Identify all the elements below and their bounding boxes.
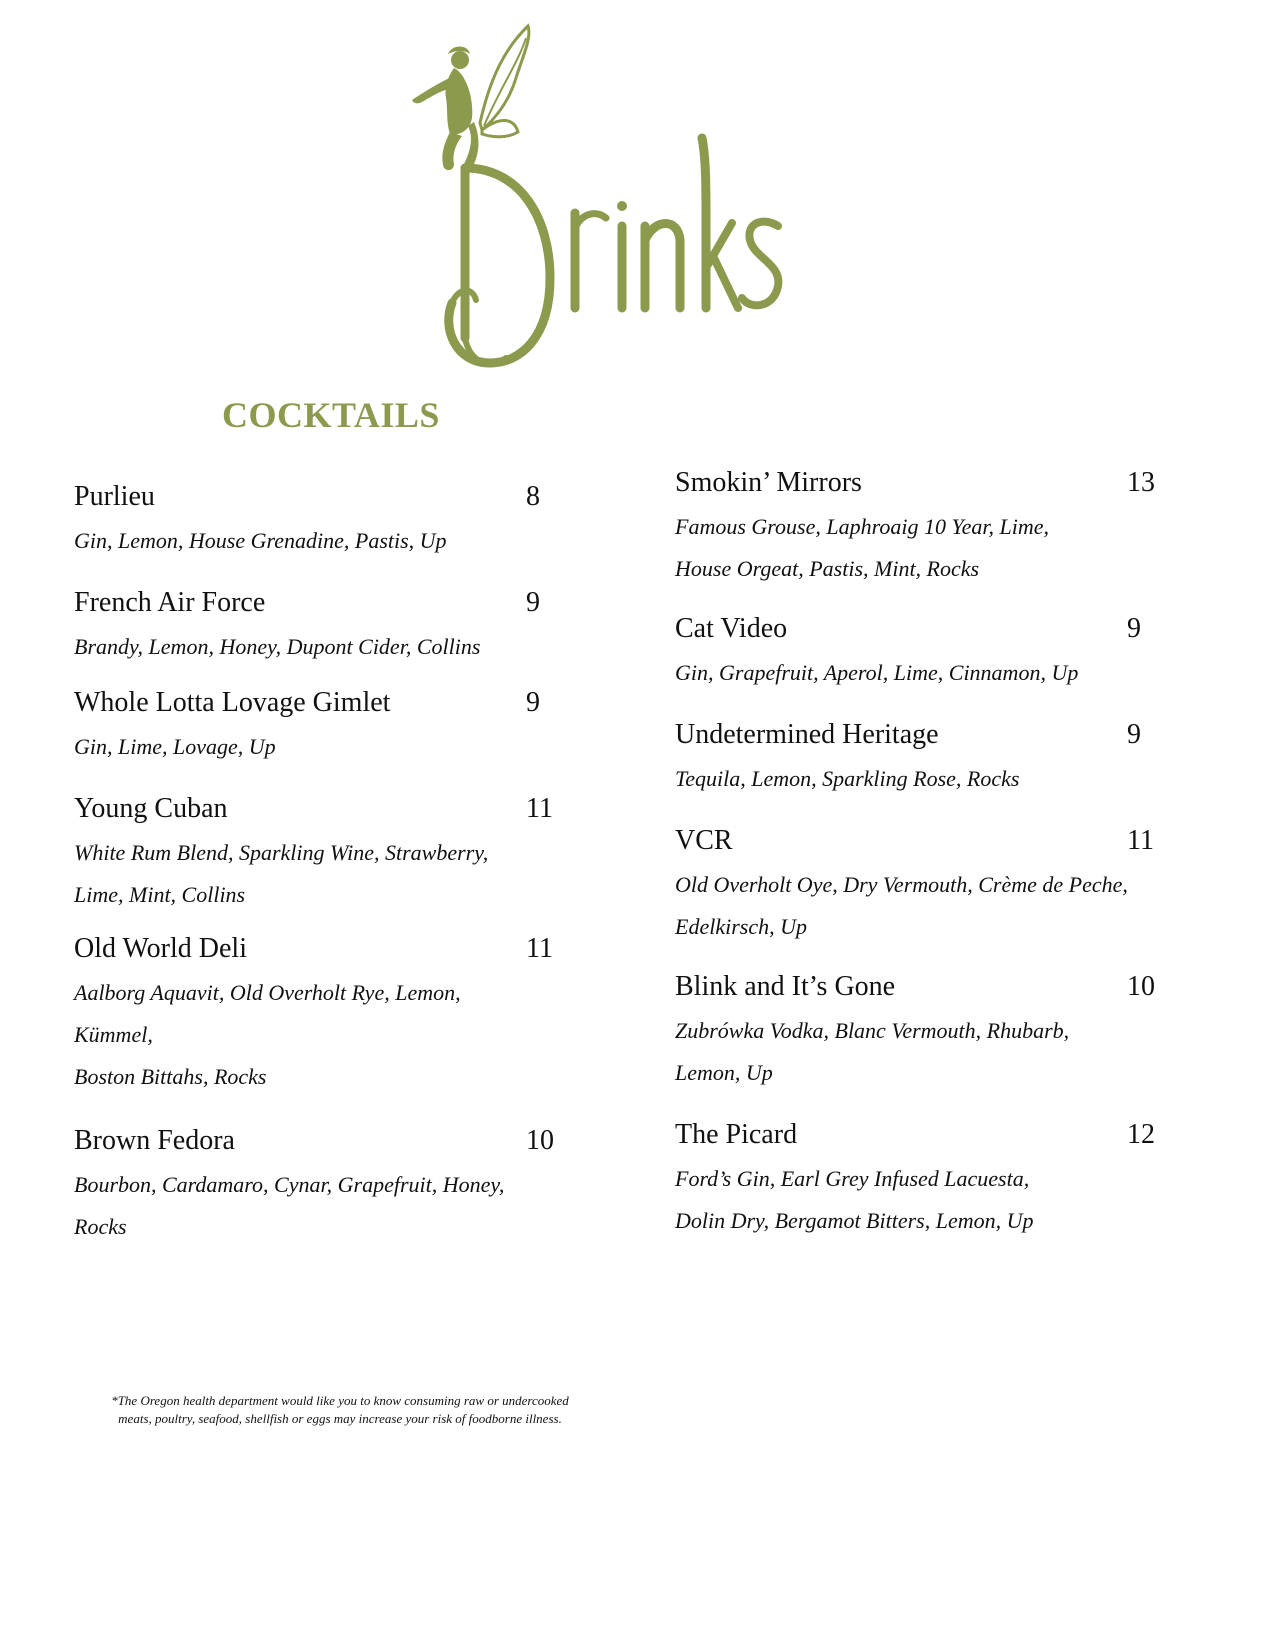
item-name: The Picard (675, 1119, 798, 1150)
item-price: 11 (1127, 825, 1154, 856)
menu-column-right (675, 466, 1165, 1242)
item-description: Gin, Lime, Lovage, Up (74, 734, 276, 759)
menu-item (675, 970, 1165, 1094)
item-description: Tequila, Lemon, Sparkling Rose, Rocks (675, 766, 1020, 791)
fairy-icon (410, 18, 790, 388)
item-name: Old World Deli (74, 933, 247, 964)
section-title: COCKTAILS (222, 395, 440, 435)
menu-item (74, 932, 554, 1098)
item-price: 9 (526, 587, 540, 618)
item-price: 10 (1127, 971, 1155, 1002)
menu-item (675, 824, 1165, 948)
item-description: Bourbon, Cardamaro, Cynar, Grapefruit, Honey, Rocks (74, 1172, 505, 1239)
menu-column-left (74, 480, 554, 1248)
item-name: Cat Video (675, 613, 788, 644)
menu-item (675, 718, 1165, 800)
item-name: VCR (675, 825, 733, 856)
item-description: Old Overholt Oye, Dry Vermouth, Crème de Peche, Edelkirsch, Up (675, 872, 1128, 939)
item-price: 10 (526, 1125, 554, 1156)
item-price: 11 (526, 793, 553, 824)
item-description: Ford’s Gin, Earl Grey Infused Lacuesta, Dolin Dry, Bergamot Bitters, Lemon, Up (675, 1166, 1034, 1233)
menu-item (74, 1124, 554, 1248)
item-price: 9 (1127, 613, 1141, 644)
item-description: Gin, Grapefruit, Aperol, Lime, Cinnamon, Up (675, 660, 1079, 685)
item-description: Brandy, Lemon, Honey, Dupont Cider, Collins (74, 634, 481, 659)
item-name: Whole Lotta Lovage Gimlet (74, 687, 391, 718)
menu-item (74, 586, 554, 668)
item-name: Smokin’ Mirrors (675, 467, 862, 498)
item-price: 11 (526, 933, 553, 964)
item-name: Blink and It’s Gone (675, 971, 896, 1002)
item-name: French Air Force (74, 587, 266, 618)
menu-item (74, 686, 554, 768)
menu-item (675, 1118, 1165, 1242)
item-name: Young Cuban (74, 793, 228, 824)
item-price: 9 (1127, 719, 1141, 750)
item-description: Zubrówka Vodka, Blanc Vermouth, Rhubarb, Lemon, Up (675, 1018, 1070, 1085)
drinks-logo (410, 18, 790, 388)
item-price: 8 (526, 481, 540, 512)
item-description: Gin, Lemon, House Grenadine, Pastis, Up (74, 528, 447, 553)
item-price: 9 (526, 687, 540, 718)
item-name: Purlieu (74, 481, 155, 512)
item-name: Undetermined Heritage (675, 719, 939, 750)
menu-item (74, 480, 554, 562)
item-description: Famous Grouse, Laphroaig 10 Year, Lime, House Orgeat, Pastis, Mint, Rocks (675, 514, 1050, 581)
health-disclaimer: *The Oregon health department would like you to know consuming raw or undercooked meats, poultry, seafood, shellfish or eggs may increase your risk of foodborne illness. (111, 1393, 569, 1426)
menu-item (675, 612, 1165, 694)
menu-item (74, 792, 554, 916)
item-description: White Rum Blend, Sparkling Wine, Strawberry, Lime, Mint, Collins (74, 840, 489, 907)
menu-item (675, 466, 1165, 590)
item-description: Aalborg Aquavit, Old Overholt Rye, Lemon, Kümmel, Boston Bittahs, Rocks (74, 980, 461, 1089)
item-name: Brown Fedora (74, 1125, 235, 1156)
item-price: 12 (1127, 1119, 1155, 1150)
item-price: 13 (1127, 467, 1155, 498)
